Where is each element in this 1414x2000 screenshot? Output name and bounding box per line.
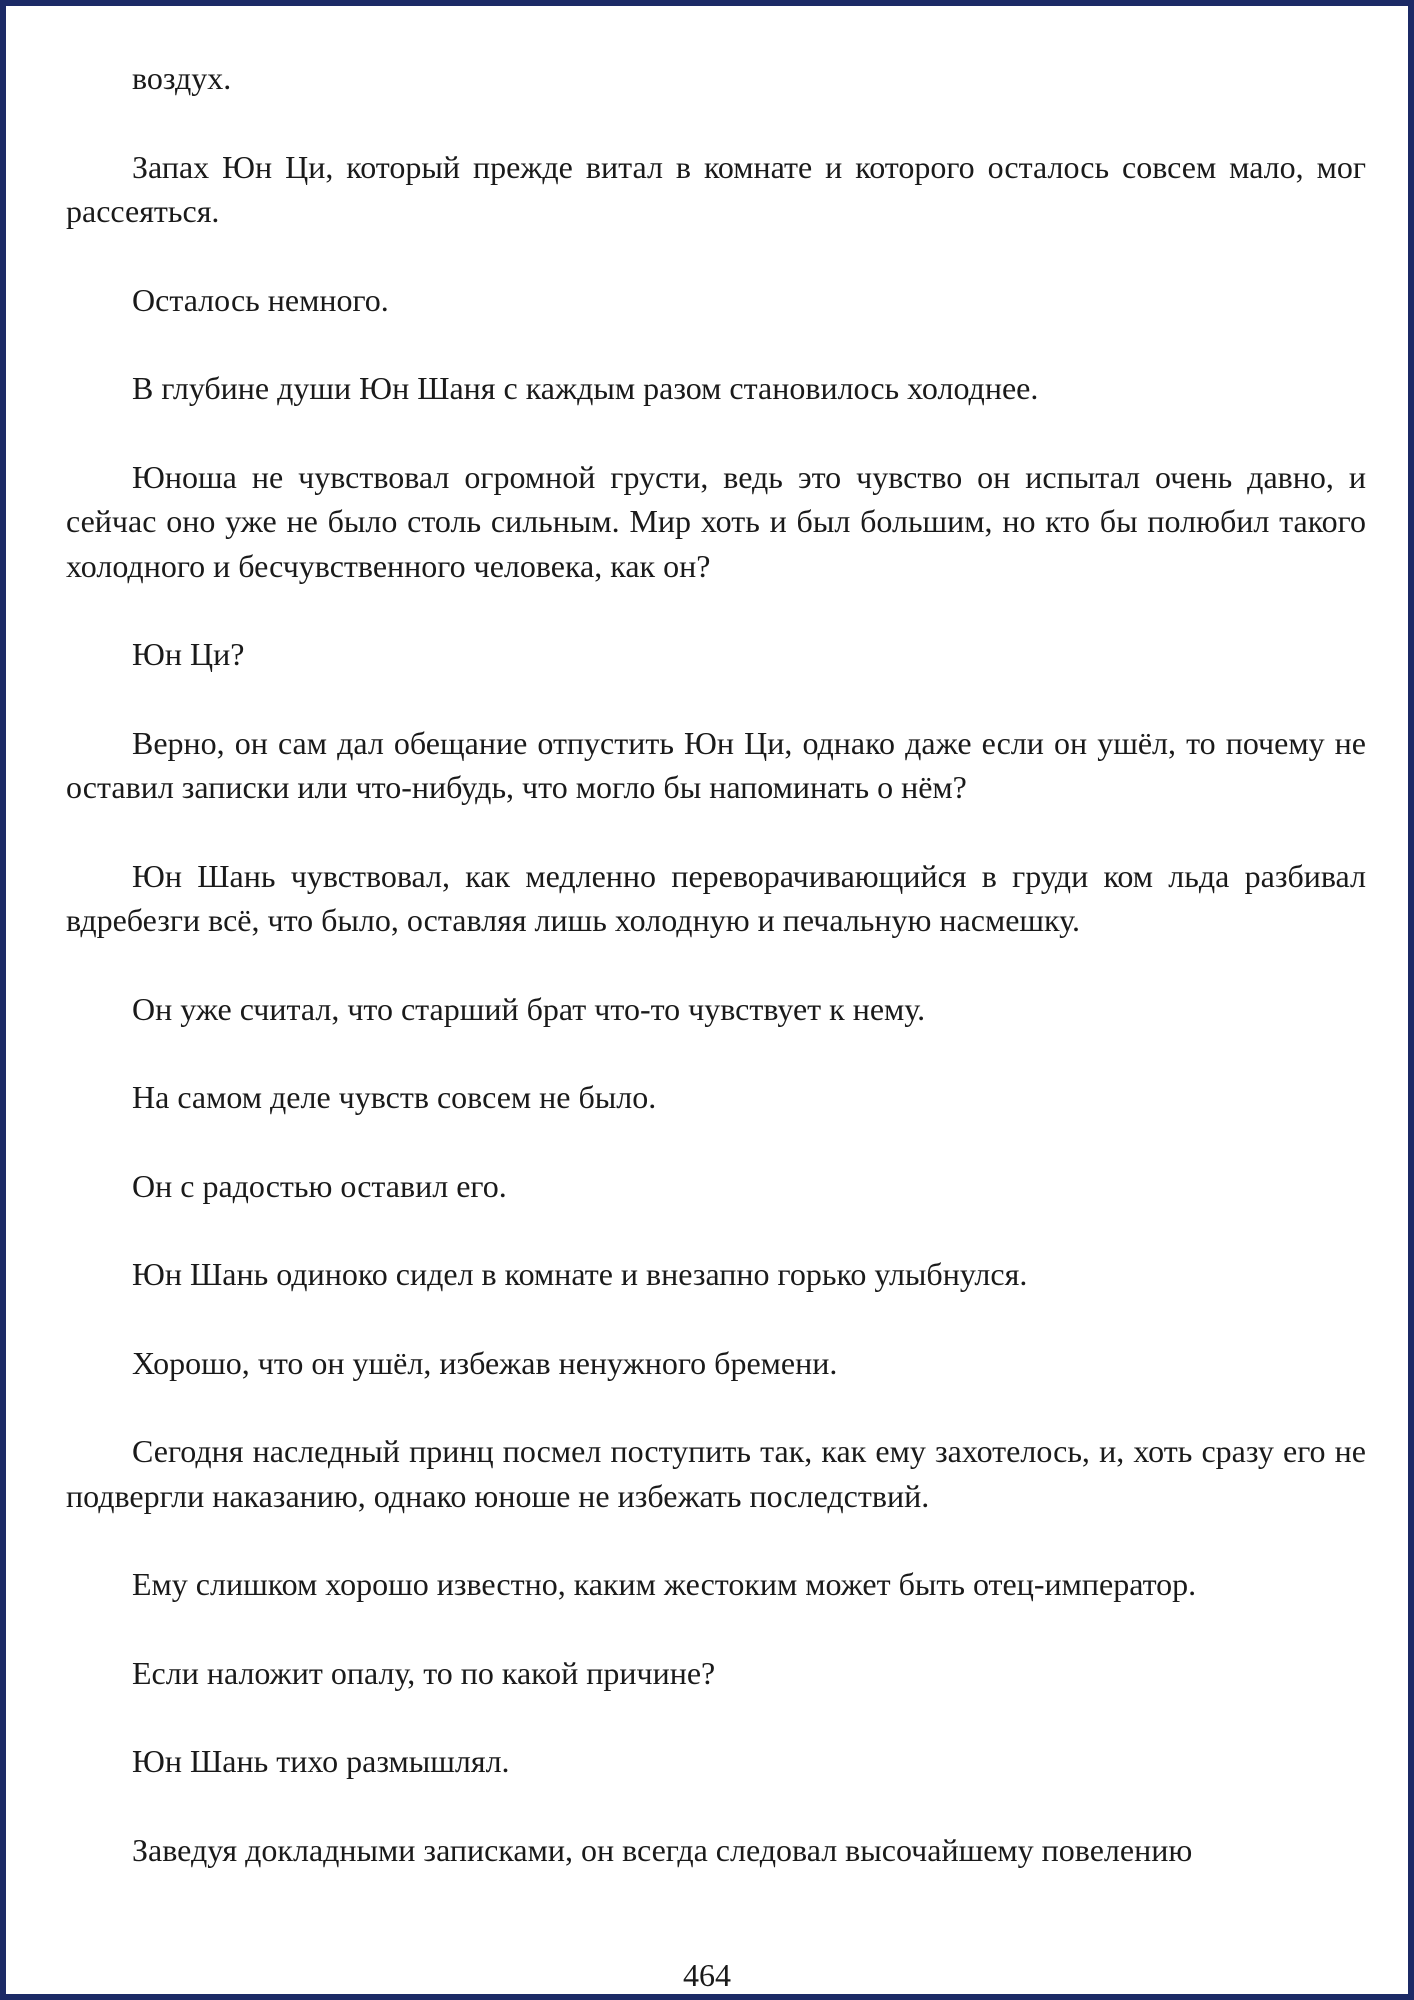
page-text	[66, 56, 1366, 1916]
paragraph: Заведуя докладными записками, он всегда следовал высочайшему повелению	[132, 1831, 1193, 1868]
paragraph: Запах Юн Ци, который прежде витал в комнате и которого осталось совсем мало, мог рассеяться.	[66, 148, 1366, 229]
page-number: 464	[683, 1957, 731, 1993]
paragraph: воздух.	[132, 60, 232, 96]
paragraph: Юн Шань одиноко сидел в комнате и внезапно горько улыбнулся.	[132, 1256, 1028, 1292]
paragraph: Юн Шань чувствовал, как медленно переворачивающийся в груди ком льда разбивал вдребезги всё, что было, оставляя лишь холодную и печальную насмешку.	[66, 857, 1366, 938]
paragraph: Хорошо, что он ушёл, избежав ненужного бремени.	[132, 1344, 838, 1381]
paragraph: Верно, он сам дал обещание отпустить Юн Ци, однако даже если он ушёл, то почему не оставил записки или что-нибудь, что могло бы напоминать о нём?	[66, 724, 1366, 805]
paragraph: Он с радостью оставил его.	[132, 1167, 507, 1204]
paragraph: На самом деле чувств совсем не было.	[132, 1079, 657, 1115]
paragraph: Если наложит опалу, то по какой причине?	[132, 1654, 716, 1691]
paragraph: Сегодня наследный принц посмел поступить так, как ему захотелось, и, хоть сразу его не подвергли наказанию, однако юноше не избежать последствий.	[66, 1433, 1366, 1514]
paragraph: В глубине души Юн Шаня с каждым разом становилось холоднее.	[132, 370, 1039, 406]
paragraph: Юн Шань тихо размышлял.	[132, 1743, 510, 1779]
paragraph: Юноша не чувствовал огромной грусти, ведь это чувство он испытал очень давно, и сейчас оно уже не было столь сильным. Мир хоть и был большим, но кто бы полюбил такого холодного и бесчувственного человека, как он?	[66, 458, 1366, 584]
paragraph: Он уже считал, что старший брат что-то чувствует к нему.	[132, 990, 926, 1027]
paragraph: Ему слишком хорошо известно, каким жестоким может быть отец-император.	[132, 1566, 1197, 1602]
paragraph: Осталось немного.	[132, 281, 389, 318]
paragraph: Юн Ци?	[132, 636, 245, 672]
